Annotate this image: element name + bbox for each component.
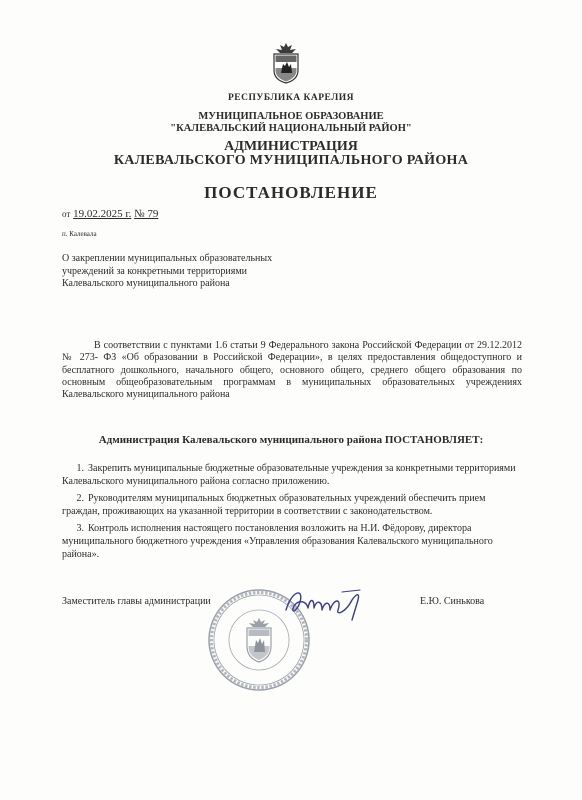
document-type-title: ПОСТАНОВЛЕНИЕ xyxy=(204,183,378,202)
date-number-line xyxy=(62,208,158,220)
date-prefix: от xyxy=(62,209,71,219)
subject-line: учреждений за конкретными территориями xyxy=(62,265,247,277)
resolution-items xyxy=(62,462,522,565)
signatory-position: Заместитель главы администрации xyxy=(62,596,211,607)
item-text: Контроль исполнения настоящего постановления возложить на Н.И. Фёдорову, директора муниципального бюджетного учреждения «Управления образования Калевальского муниципального района». xyxy=(62,523,493,560)
subject-line: Калевальского муниципального района xyxy=(62,278,230,289)
item-number: 2. xyxy=(76,493,84,504)
republic-heading: РЕСПУБЛИКА КАРЕЛИЯ xyxy=(227,93,355,103)
preamble-text: В соответствии с пунктами 1.6 статьи 9 Федерального закона Российской Федерации от 29.12.2012 № 273- ФЗ «Об образовании в Российской Федерации», в целях предоставления общедоступного и бесплатного дошкольного, начального общего, основного общего, среднего общего образования по основным общеобразовательным программам в муниципальных образовательных учреждениях Калевальского муниципального района xyxy=(62,340,522,401)
item-text: Руководителям муниципальных бюджетных образовательных учреждений обеспечить прием граждан, проживающих на указанной территории в соответствии с законодательством. xyxy=(62,493,486,517)
resolution-item xyxy=(62,492,522,518)
document-date: 19.02.2025 г. xyxy=(73,208,132,220)
subject-line: О закреплении муниципальных образовательных xyxy=(62,253,273,264)
municipal-heading-line2: "КАЛЕВАЛЬСКИЙ НАЦИОНАЛЬНЫЙ РАЙОН" xyxy=(170,123,412,134)
administration-heading-line2: КАЛЕВАЛЬСКОГО МУНИЦИПАЛЬНОГО РАЙОНА xyxy=(113,153,469,168)
issue-place: п. Калевала xyxy=(62,230,97,238)
item-number: 3. xyxy=(76,523,84,534)
document-subject xyxy=(62,253,362,291)
document-number: № 79 xyxy=(134,208,159,220)
item-number: 1. xyxy=(76,463,84,474)
resolve-heading: Администрация Калевальского муниципального района ПОСТАНОВЛЯЕТ: xyxy=(98,434,484,446)
coat-of-arms-emblem xyxy=(270,42,302,84)
handwritten-signature xyxy=(282,586,378,622)
administration-heading-line1: АДМИНИСТРАЦИЯ xyxy=(224,139,358,154)
municipal-heading-line1: МУНИЦИПАЛЬНОЕ ОБРАЗОВАНИЕ xyxy=(198,111,384,122)
resolution-item xyxy=(62,522,522,561)
item-text: Закрепить муниципальные бюджетные образовательные учреждения за конкретными территориями Калевальского муниципального района согласно приложению. xyxy=(62,463,516,487)
preamble-paragraph xyxy=(62,340,522,401)
signatory-name: Е.Ю. Синькова xyxy=(420,596,485,607)
resolution-item xyxy=(62,462,522,488)
